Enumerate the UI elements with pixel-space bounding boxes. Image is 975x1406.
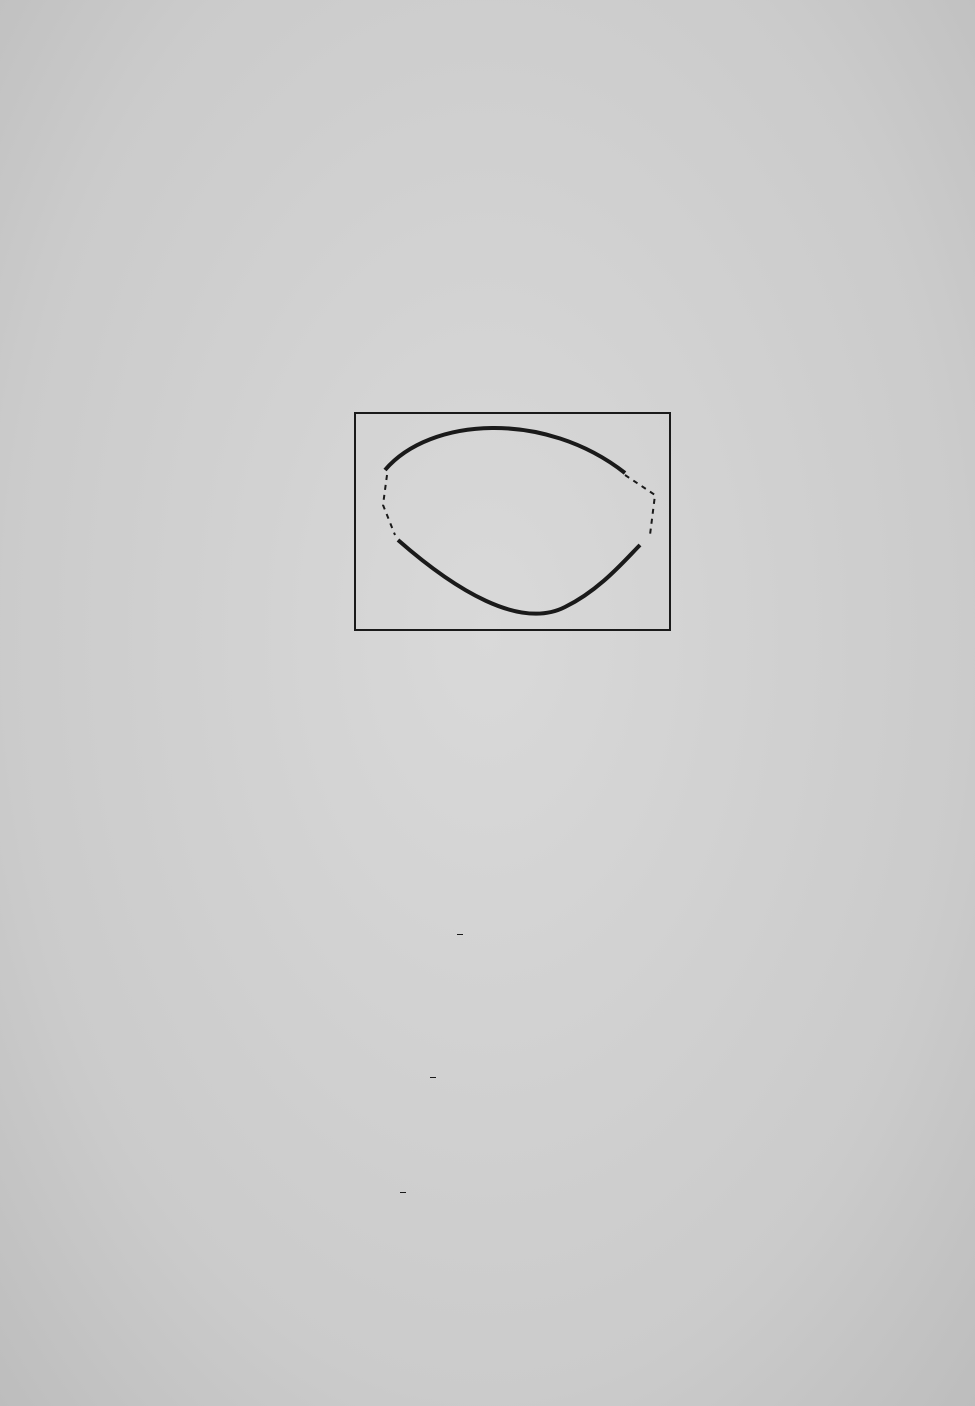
left-boundary-dashed [383, 475, 395, 535]
hearing-threshold-curve [398, 540, 640, 614]
equation-1 [453, 922, 467, 945]
plot-frame [355, 413, 670, 630]
equation-2 [426, 1065, 440, 1088]
eq-numerator [400, 1192, 406, 1193]
hearing-area-diagram [280, 395, 750, 675]
right-boundary-dashed [625, 475, 655, 535]
pain-threshold-curve [385, 428, 625, 473]
eq-fraction [457, 934, 463, 935]
figure-285 [280, 395, 750, 675]
eq-fraction [430, 1077, 436, 1078]
eq-fraction [400, 1192, 406, 1193]
eq-numerator [430, 1077, 436, 1078]
eq-numerator [457, 934, 463, 935]
equation-3 [396, 1180, 410, 1203]
